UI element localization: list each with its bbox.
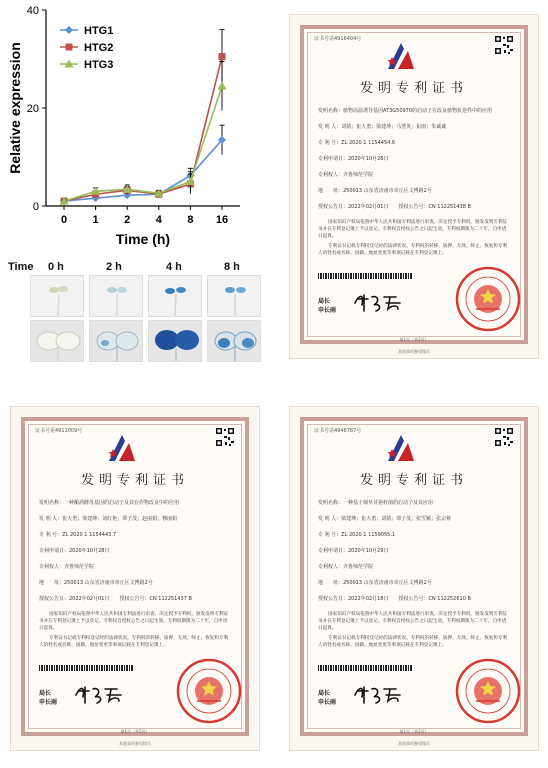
certificate-number: 证书号第4946787号	[314, 428, 362, 434]
certificate-title: 发明专利证书	[80, 473, 189, 488]
invention-name: 发明名称：一种酿酒酵母基因的启动子及其在作物改良中的应用	[39, 500, 180, 506]
x-tick-label: 8	[187, 214, 194, 226]
seedling-photo-2h	[89, 275, 143, 317]
seedling-photo-0h	[30, 275, 84, 317]
cotyledon-photo-2h	[89, 320, 143, 362]
legend-label: HTG3	[84, 59, 114, 71]
official-seal-icon	[454, 657, 522, 725]
cnipa-emblem-icon	[384, 39, 418, 73]
time-label-4h: 4 h	[166, 261, 182, 273]
x-tick-label: 0	[60, 214, 68, 226]
qr-code-icon	[494, 427, 514, 447]
patent-certificate-3	[289, 406, 539, 751]
page-indicator: 第1页（共2页）	[120, 729, 150, 734]
address: 地 址：250013 山东省济南市章丘区文博路2号	[39, 580, 153, 586]
x-tick-label: 2	[124, 214, 131, 226]
address: 地 址：250013 山东省济南市章丘区文博路2号	[318, 580, 432, 586]
invention-name: 发明名称：一种基于烟草芽孢杆菌的启动子及其应用	[318, 500, 434, 506]
barcode	[318, 665, 413, 671]
filing-date: 专利申请日：2020年10月29日	[318, 548, 389, 554]
certificate-paragraph-1: 国家知识产权局依照中华人民共和国专利法进行审查，决定授予专利权，颁发发明专利证书并在专利登记簿上予以登记。专利权自授权公告之日起生效。专利权期限为二十年，自申请日起算。	[318, 220, 508, 239]
expression-line-chart	[0, 0, 260, 250]
series-line-htg3	[64, 86, 222, 201]
qr-code-icon	[215, 427, 235, 447]
y-tick-label: 40	[26, 5, 39, 17]
director-signature	[352, 291, 402, 313]
legend-label: HTG1	[84, 25, 114, 37]
barcode	[39, 665, 134, 671]
qr-code-icon	[494, 35, 514, 55]
x-tick-label: 16	[215, 214, 229, 226]
seedling-photo-8h	[207, 275, 261, 317]
time-label-2h: 2 h	[106, 261, 122, 273]
barcode	[318, 273, 413, 279]
certificate-footer: 其他事项参见续页	[398, 741, 430, 746]
cotyledon-photo-4h	[148, 320, 202, 362]
x-axis-title: Time (h)	[115, 231, 171, 247]
certificate-paragraph-1: 国家知识产权局依照中华人民共和国专利法进行审查，决定授予专利权，颁发发明专利证书并在专利登记簿上予以登记。专利权自授权公告之日起生效。专利权期限为二十年，自申请日起算。	[318, 612, 508, 631]
grant-date: 授权公告日：2022年02月01日 授权公告号：CN 112251437 B	[39, 596, 192, 602]
certificate-border	[300, 25, 528, 344]
y-axis-title: Relative expression	[7, 42, 23, 174]
director-signature	[352, 683, 402, 705]
time-row-label: Time	[8, 261, 34, 273]
certificate-title: 发明专利证书	[359, 473, 468, 488]
director-label: 局长 申长雨	[318, 690, 337, 706]
director-signature	[73, 683, 123, 705]
data-point-htg3	[218, 81, 227, 89]
cotyledon-photo-8h	[207, 320, 261, 362]
patentee: 专利权人：齐鲁师范学院	[318, 564, 374, 570]
certificate-title: 发明专利证书	[359, 81, 468, 96]
inventors: 发 明 人：刘婧；崔大勇；梁建坤；马慧英；崔雨；朱诚诚	[318, 124, 447, 130]
cnipa-emblem-icon	[105, 431, 139, 465]
patent-certificate-2	[10, 406, 260, 751]
data-point-htg2	[219, 53, 226, 60]
y-tick-label: 0	[32, 201, 39, 213]
inventors: 发 明 人：梁建坤；崔大勇；刘婧；谭子茂；张雪颖；张宗蔡	[318, 516, 452, 522]
certificate-paragraph-2: 专利证书记载专利权登记时的法律状况。专利权的转移、质押、无效、终止、恢复和专利人的姓名或名称、国籍、地址变更等事项记载在专利登记簿上。	[39, 636, 229, 648]
patent-certificate-1	[289, 14, 539, 359]
legend-marker	[65, 26, 73, 34]
director-label: 局长 申长雨	[39, 690, 58, 706]
grant-date: 授权公告日：2022年02月01日 授权公告号：CN 112251438 B	[318, 204, 471, 210]
page-indicator: 第1页（共2页）	[399, 337, 429, 342]
official-seal-icon	[454, 265, 522, 333]
director-label: 局长 申长雨	[318, 298, 337, 314]
certificate-paragraph-2: 专利证书记载专利权登记时的法律状况。专利权的转移、质押、无效、终止、恢复和专利人的姓名或名称、国籍、地址变更等事项记载在专利登记簿上。	[318, 244, 508, 256]
invention-name: 发明名称：植物高温诱导基因AT3G50970的启动子在改良植物抗逆性中的应用	[318, 108, 493, 114]
page-indicator: 第1页（共2页）	[399, 729, 429, 734]
cnipa-emblem-icon	[384, 431, 418, 465]
legend-marker	[66, 44, 73, 51]
certificate-footer: 其他事项参见续页	[119, 741, 151, 746]
official-seal-icon	[175, 657, 243, 725]
series-line-htg2	[64, 57, 222, 202]
legend-label: HTG2	[84, 42, 114, 54]
patentee: 专利权人：齐鲁师范学院	[39, 564, 95, 570]
grant-date: 授权公告日：2022年02月18日 授权公告号：CN 112252610 B	[318, 596, 471, 602]
filing-date: 专利申请日：2020年10月28日	[318, 156, 389, 162]
cotyledon-photo-0h	[30, 320, 84, 362]
time-label-8h: 8 h	[224, 261, 240, 273]
inventors: 发 明 人：崔大勇；梁建坤；刘红艳；谭子茂；赵丽娟；穆丽娟	[39, 516, 178, 522]
y-tick-label: 20	[26, 103, 39, 115]
certificate-number: 证书号第4911009号	[35, 428, 83, 434]
patent-number: 专 利 号：ZL 2020 1 1154443.7	[39, 532, 117, 538]
address: 地 址：250013 山东省济南市章丘区文博路2号	[318, 188, 432, 194]
patentee: 专利权人：齐鲁师范学院	[318, 172, 374, 178]
certificate-border	[300, 417, 528, 736]
certificate-border	[21, 417, 249, 736]
certificate-paragraph-1: 国家知识产权局依照中华人民共和国专利法进行审查，决定授予专利权，颁发发明专利证书并在专利登记簿上予以登记。专利权自授权公告之日起生效。专利权期限为二十年，自申请日起算。	[39, 612, 229, 631]
time-label-0h: 0 h	[48, 261, 64, 273]
filing-date: 专利申请日：2020年10月28日	[39, 548, 110, 554]
certificate-paragraph-2: 专利证书记载专利权登记时的法律状况。专利权的转移、质押、无效、终止、恢复和专利人的姓名或名称、国籍、地址变更等事项记载在专利登记簿上。	[318, 636, 508, 648]
x-tick-label: 4	[155, 214, 162, 226]
patent-number: 专 利 号：ZL 2020 1 1154454.6	[318, 140, 396, 146]
seedling-photo-4h	[148, 275, 202, 317]
certificate-footer: 其他事项参见续页	[398, 349, 430, 354]
patent-number: 专 利 号：ZL 2020 1 1159055.1	[318, 532, 396, 538]
x-tick-label: 1	[92, 214, 99, 226]
certificate-number: 证书号第4916404号	[314, 36, 362, 42]
